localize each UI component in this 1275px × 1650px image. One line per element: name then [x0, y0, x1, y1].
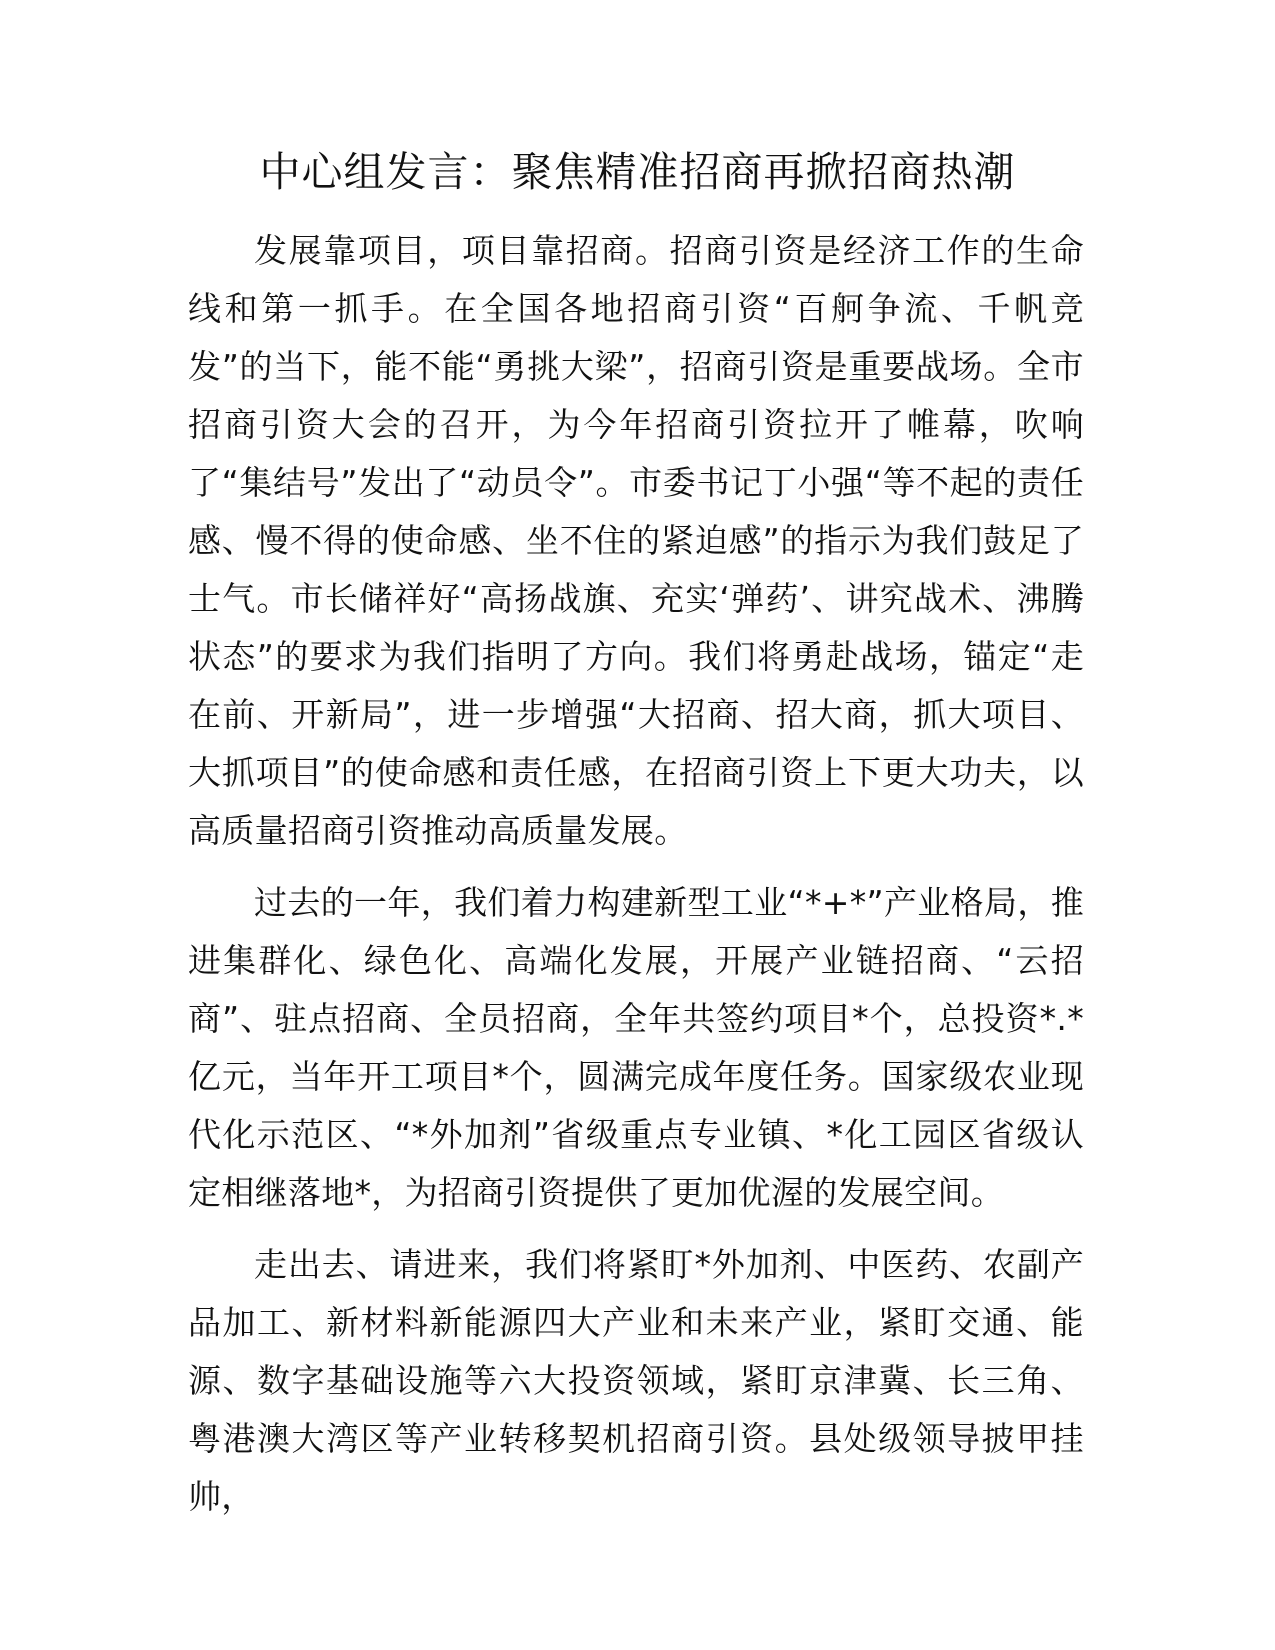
document-title: 中心组发言：聚焦精准招商再掀招商热潮 [259, 148, 1016, 196]
paragraph-3: 走出去、请进来，我们将紧盯*外加剂、中医药、农副产品加工、新材料新能源四大产业和未来产业，紧盯交通、能源、数字基础设施等六大投资领域，紧盯京津冀、长三角、粤港澳大湾区等产业转移契机招商引资。县处级领导披甲挂帅， [188, 1245, 1084, 1516]
paragraph-1: 发展靠项目，项目靠招商。招商引资是经济工作的生命线和第一抓手。在全国各地招商引资“百舸争流、千帆竞发”的当下，能不能“勇挑大梁”，招商引资是重要战场。全市招商引资大会的召开，为今年招商引资拉开了帷幕，吹响了“集结号”发出了“动员令”。市委书记丁小强“等不起的责任感、慢不得的使命感、坐不住的紧迫感”的指示为我们鼓足了士气。市长储祥好“高扬战旗、充实‘弹药’、讲究战术、沸腾状态”的要求为我们指明了方向。我们将勇赴战场，锚定“走在前、开新局”，进一步增强“大招商、招大商，抓大项目、大抓项目”的使命感和责任感，在招商引资上下更大功夫，以高质量招商引资推动高质量发展。 [188, 231, 1084, 850]
document-body [188, 222, 1084, 1526]
paragraph-2: 过去的一年，我们着力构建新型工业“*+*”产业格局，推进集群化、绿色化、高端化发展，开展产业链招商、“云招商”、驻点招商、全员招商，全年共签约项目*个，总投资*.*亿元，当年开工项目*个，圆满完成年度任务。国家级农业现代化示范区、“*外加剂”省级重点专业镇、*化工园区省级认定相继落地*，为招商引资提供了更加优渥的发展空间。 [188, 883, 1084, 1212]
